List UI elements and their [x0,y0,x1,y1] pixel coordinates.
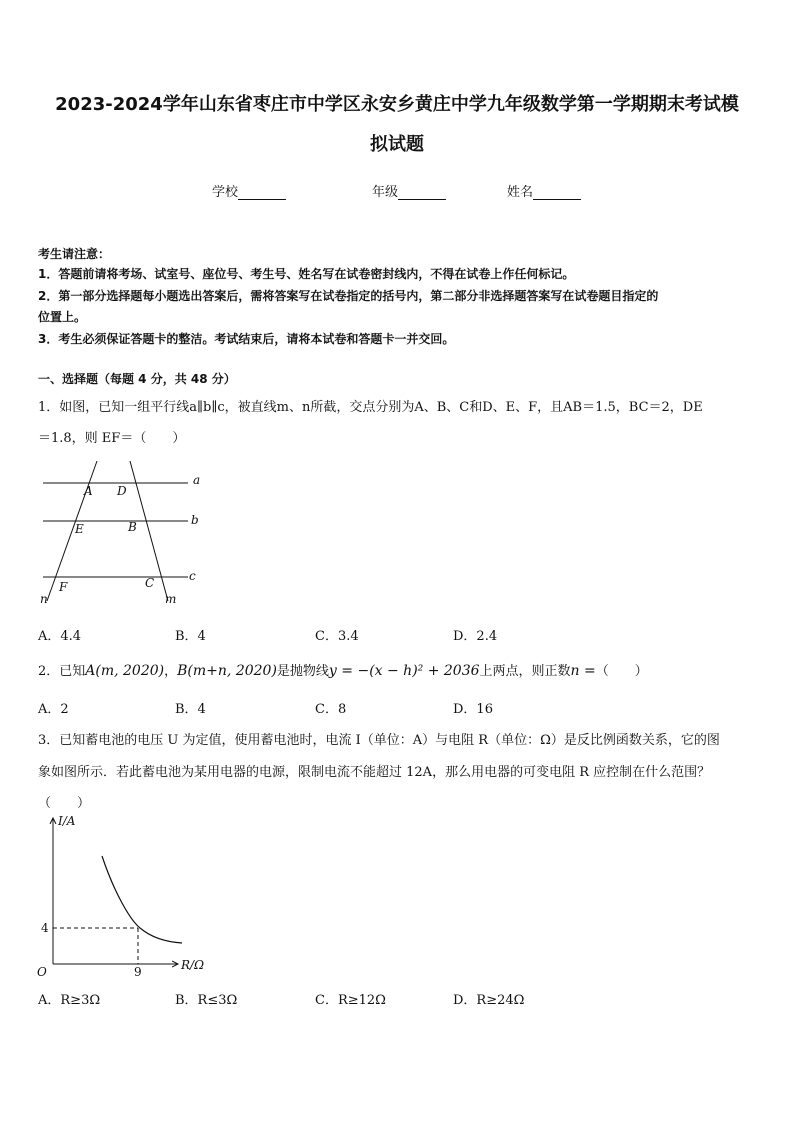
q1-option-d[interactable]: D．2.4 [453,629,498,644]
label-E: E [75,522,84,536]
notice-item: 2．第一部分选择题每小题选出答案后，需将答案写在试卷指定的括号内，第二部分非选择题答案写在试卷题目指定的 [38,289,659,303]
y-axis-label: I/A [58,814,76,828]
notice-item: 3．考生必须保证答题卡的整洁。考试结束后，请将本试卷和答题卡一并交回。 [38,332,455,346]
q1-option-a[interactable]: A．4.4 [38,629,82,644]
grade-field [372,181,446,200]
label-C: C [145,576,155,590]
label-B: B [128,520,137,534]
q3-text-line2: 象如图所示．若此蓄电池为某用电器的电源，限制电流不能超过 12A，那么用电器的可变电阻 R 应控制在什么范围？ [38,765,711,780]
label-F: F [59,580,68,594]
grade-label: 年级 [372,185,399,200]
q2-post: 上两点，则正数 [479,664,571,679]
x-axis-label: R/Ω [181,958,205,972]
name-field [507,181,581,200]
q2-option-c[interactable]: C．8 [315,702,347,717]
label-c: c [189,569,196,583]
label-D: D [117,484,127,498]
q2-text [38,660,648,679]
q1-text-line1: 1．如图，已知一组平行线a∥b∥c，被直线m、n所截，交点分别为A、B、C和D、E、F，且AB＝1.5，BC＝2，DE [38,400,703,415]
q3-graph [34,812,214,980]
q2-paren: （ ） [595,664,648,679]
label-A: A [84,484,93,498]
origin-label: O [37,965,47,979]
label-m: m [165,592,177,606]
label-n: n [40,592,48,606]
q1-option-c[interactable]: C．3.4 [315,629,359,644]
notice-heading: 考生请注意： [38,247,111,261]
q3-text-line1: 3．已知蓄电池的电压 U 为定值，使用蓄电池时，电流 I（单位：A）与电阻 R（单位：Ω）是反比例函数关系，它的图 [38,733,720,748]
q3-option-d[interactable]: D．R≥24Ω [453,993,525,1008]
q3-option-a[interactable]: A．R≥3Ω [38,993,101,1008]
school-blank[interactable] [238,187,286,200]
q3-option-b[interactable]: B．R≤3Ω [175,993,238,1008]
grade-blank[interactable] [398,187,446,200]
name-blank[interactable] [533,187,581,200]
q2-option-a[interactable]: A．2 [38,702,69,717]
q2-formula: y = −(x − h)² + 2036 [328,663,480,679]
q3-option-c[interactable]: C．R≥12Ω [315,993,386,1008]
page-title-line2: 拟试题 [370,134,424,155]
inverse-curve [102,856,182,943]
q2-point-b: B(m+n, 2020) [177,663,277,679]
q1-figure [34,455,209,610]
school-label: 学校 [212,185,239,200]
section-heading: 一、选择题（每题 4 分，共 48 分） [38,372,236,386]
q2-option-d[interactable]: D．16 [453,702,493,717]
q2-point-a: A(m, 2020) [85,663,165,679]
q3-text-line3: （ ） [38,796,91,811]
y-tick-label: 4 [41,921,49,935]
name-label: 姓名 [507,185,534,200]
label-a: a [193,473,201,487]
q2-var: n = [570,663,596,679]
notice-item: 1．答题前请将考场、试室号、座位号、考生号、姓名写在试卷密封线内，不得在试卷上作任何标记。 [38,267,575,281]
q2-intro: 2．已知 [38,664,86,679]
q1-option-b[interactable]: B．4 [175,629,206,644]
x-tick-label: 9 [134,965,142,979]
page-title-line1: 2023-2024学年山东省枣庄市中学区永安乡黄庄中学九年级数学第一学期期末考试模 [55,94,739,115]
q1-text-line2: ＝1.8，则 EF＝（ ） [38,431,186,446]
q2-option-b[interactable]: B．4 [175,702,206,717]
q2-separator: ， [164,664,178,679]
line-n [47,461,97,601]
label-b: b [191,513,199,527]
school-field [212,181,286,200]
q2-mid: 是抛物线 [276,664,329,679]
notice-item: 位置上。 [38,310,87,324]
